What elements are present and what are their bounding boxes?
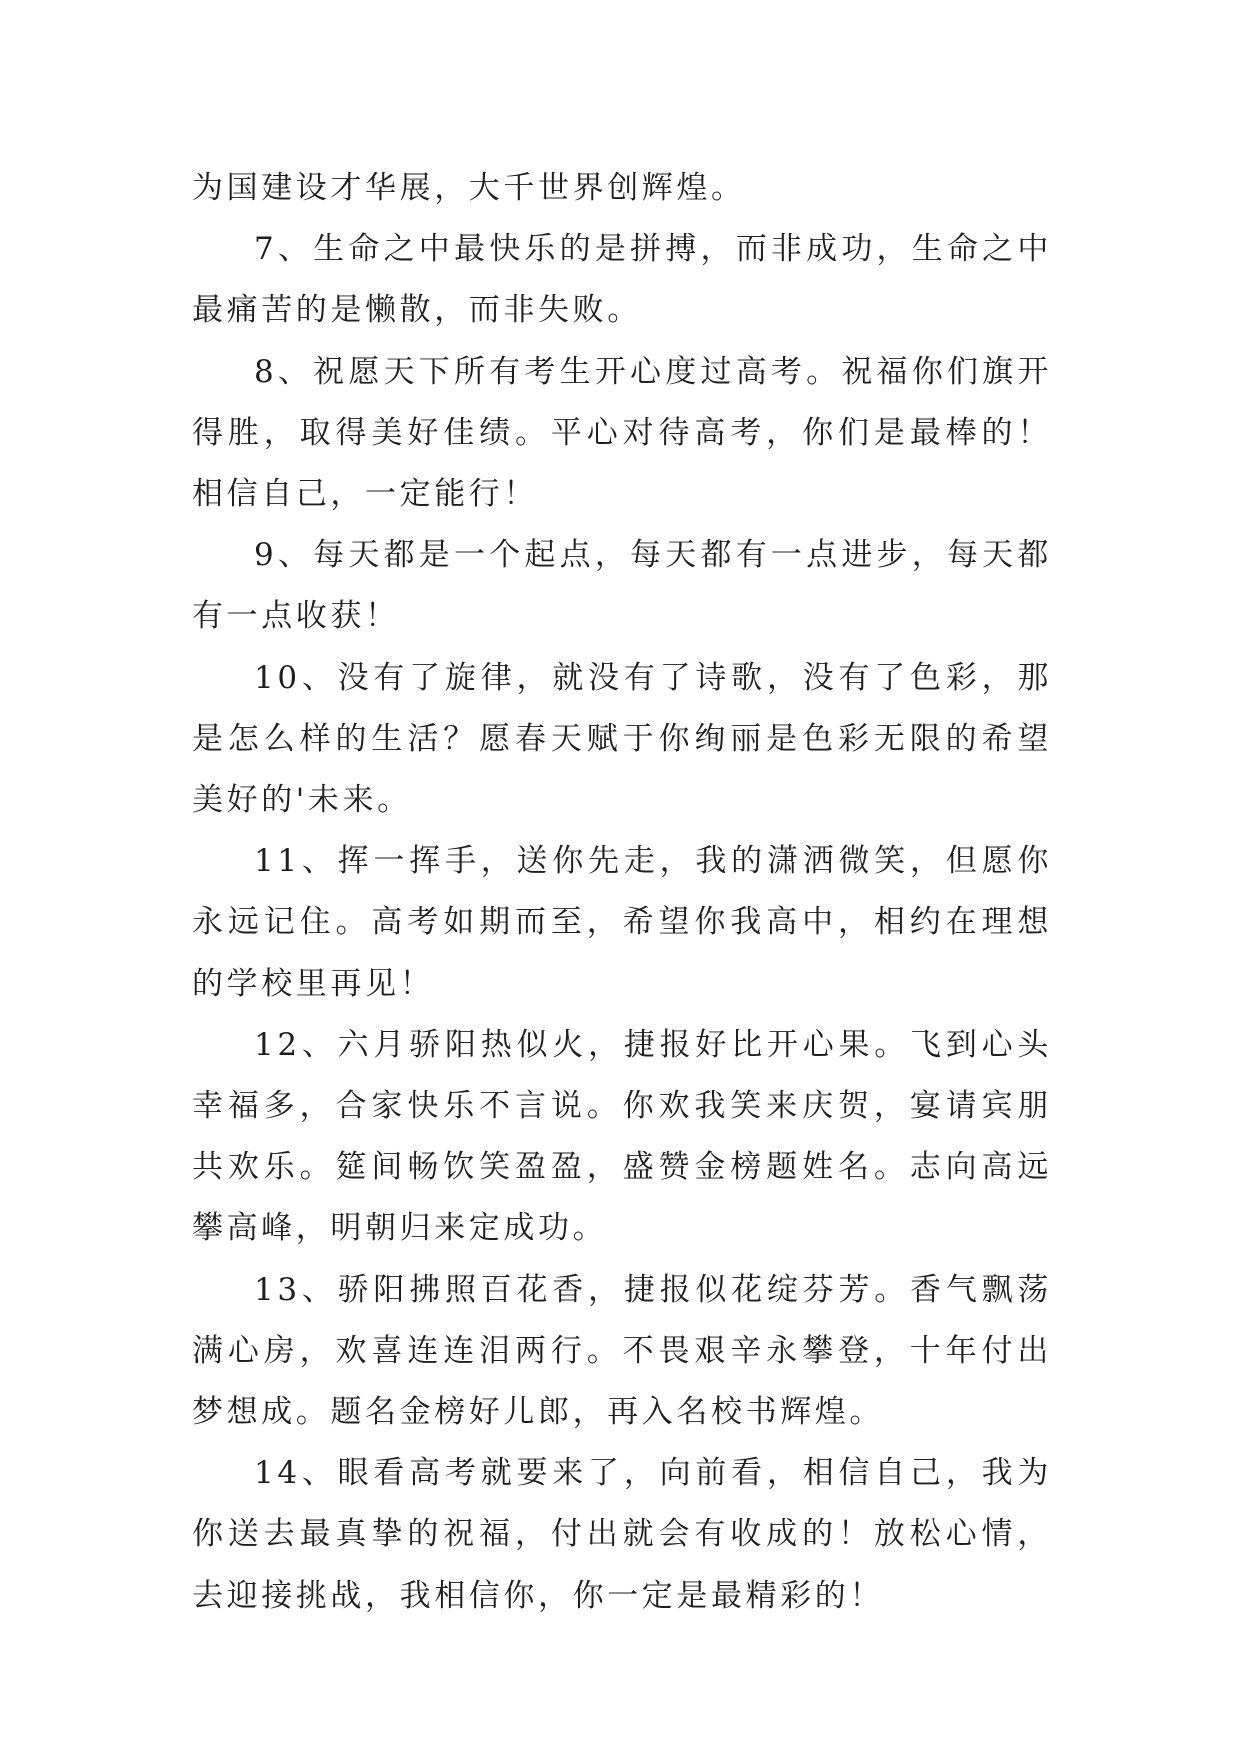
paragraph-item-12: 12、六月骄阳热似火，捷报好比开心果。飞到心头幸福多，合家快乐不言说。你欢我笑来庆贺，宴请宾朋共欢乐。筵间畅饮笑盈盈，盛赞金榜题姓名。志向高远攀高峰，明朝归来定成功。: [192, 1026, 1052, 1247]
paragraph-item-8: 8、祝愿天下所有考生开心度过高考。祝福你们旗开得胜，取得美好佳绩。平心对待高考，你们是最棒的！相信自己，一定能行！: [192, 353, 1052, 513]
paragraph-item-9: 9、每天都是一个起点，每天都有一点进步，每天都有一点收获！: [192, 537, 1052, 635]
paragraph-item-13: 13、骄阳拂照百花香，捷报似花绽芬芳。香气飘荡满心房，欢喜连连泪两行。不畏艰辛永攀登，十年付出梦想成。题名金榜好儿郎，再入名校书辉煌。: [192, 1271, 1052, 1431]
paragraph-item-7: 7、生命之中最快乐的是拼搏，而非成功，生命之中最痛苦的是懒散，而非失败。: [192, 231, 1052, 329]
paragraph-continuation: 为国建设才华展，大千世界创辉煌。: [192, 170, 746, 206]
paragraph-item-14: 14、眼看高考就要来了，向前看，相信自己，我为你送去最真挚的祝福，付出就会有收成的！放松心情，去迎接挑战，我相信你，你一定是最精彩的！: [192, 1455, 1052, 1614]
paragraph-item-10: 10、没有了旋律，就没有了诗歌，没有了色彩，那是怎么样的生活？愿春天赋于你绚丽是色彩无限的希望美好的'未来。: [192, 659, 1052, 819]
document-body: [192, 158, 1052, 1627]
paragraph-item-11: 11、挥一挥手，送你先走，我的潇洒微笑，但愿你永远记住。高考如期而至，希望你我高中，相约在理想的学校里再见！: [192, 843, 1052, 1002]
